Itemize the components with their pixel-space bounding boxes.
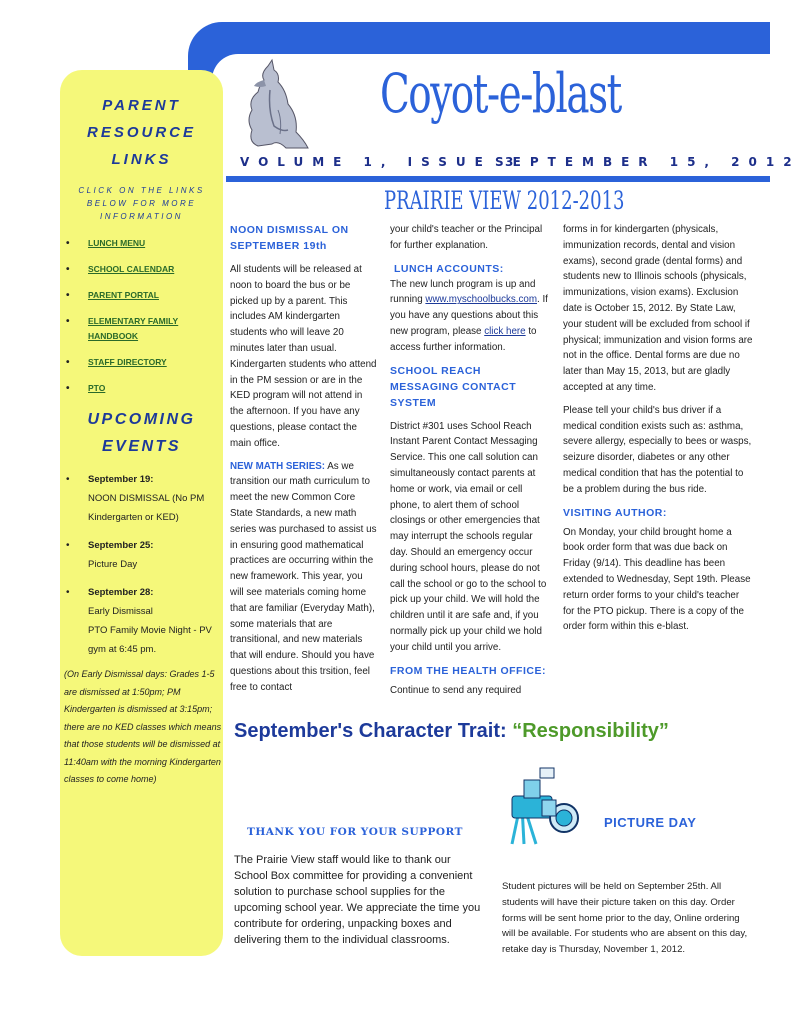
link-staff-directory[interactable]: • STAFF DIRECTORY	[66, 355, 222, 370]
section-title: PRAIRIE VIEW 2012-2013	[384, 186, 625, 215]
school-reach-body: District #301 uses School Reach Instant Parent Contact Messaging Service. This one call solution can simultaneously contact parents at home or work, via email or cell phone, to alert them of school closings or other emergencies that may interrupt the schools regular day. Should an emergency occur during school hours, please do not call the school or go to the school to pick up your child. We will hold the children until it are safe and, if you normally pick up your child we hold your child until you arrive.	[390, 420, 547, 653]
picture-day-body: Student pictures will be held on September 25th. All students will have their picture taken on this day. Order forms will be sent home prior to the day, Online ordering will be available. For students who are absent on this day, retake day is Thursday, November 1, 2012.	[502, 881, 748, 956]
thank-you-body: The Prairie View staff would like to thank our School Box committee for providing a convenient solution to purchase school supplies for the upcoming school year. We appreciate the time you contribute for ordering, unpacking boxes and delivering them to the individual classrooms.	[234, 854, 481, 946]
health-office-heading: FROM THE HEALTH OFFICE:	[390, 664, 546, 677]
link-lunch-menu[interactable]: • LUNCH MENU	[66, 236, 222, 251]
thank-you-heading: THANK YOU FOR YOUR SUPPORT	[247, 826, 463, 838]
visiting-author-heading: VISITING AUTHOR:	[563, 506, 667, 519]
header-divider	[226, 176, 770, 182]
health-office-body: Continue to send any required	[390, 684, 522, 696]
link-family-handbook[interactable]: • ELEMENTARY FAMILY HANDBOOK	[66, 314, 222, 344]
click-here-link[interactable]: click here	[484, 325, 526, 337]
upcoming-events-title: UPCOMING EVENTS	[87, 411, 196, 455]
picture-day-heading: PICTURE DAY	[604, 815, 697, 830]
math-series-paragraph: NEW MATH SERIES: As we transition our math curriculum to meet the new Common Core State Standards, a new math series was purchased to assist us in ensuring good mathematical practices are occurring within the new framework. This year, you will see materials coming home that are familiar (Everyday Math), some materials that are transitional, and new materials that will endure. Should you have questions about this trsition, feel free to contact	[230, 460, 377, 693]
event-item: • September 19: NOON DISMISSAL (No PM Kindergarten or KED)	[66, 470, 222, 527]
character-trait-heading: September's Character Trait: “Responsibility”	[234, 720, 669, 742]
event-item: • September 28: Early Dismissal PTO Family Movie Night - PV gym at 6:45 pm.	[66, 583, 222, 659]
resource-links-list	[66, 236, 222, 407]
coyote-logo-icon	[238, 60, 310, 150]
click-links-note: CLICK ON THE LINKS BELOW FOR MORE INFORMATION	[78, 186, 205, 221]
newsletter-masthead: Coyot-e-blast	[380, 62, 621, 125]
link-pto[interactable]: • PTO	[66, 381, 222, 396]
visiting-author-body: On Monday, your child brought home a book order form that was due back on Friday (9/14). This deadline has been extended to Wednesday, Sept 19th. Please return order forms to your child's teacher for the PTO pickup. There is a copy of the order form within this e-blast.	[563, 526, 751, 633]
school-reach-heading: SCHOOL REACH MESSAGING CONTACT SYSTEM	[390, 364, 517, 409]
principal-contact-text: your child's teacher or the Principal for further explanation.	[390, 224, 543, 251]
volume-issue: VOLUME 1, ISSUE 3	[240, 155, 523, 169]
event-item: • September 25: Picture Day	[66, 536, 222, 574]
lunch-accounts-heading: LUNCH ACCOUNTS:	[394, 262, 504, 275]
column-1	[230, 222, 378, 703]
noon-dismissal-heading: NOON DISMISSAL ON SEPTEMBER 19th	[230, 224, 349, 252]
issue-date: SEPTEMBER 15, 2012	[495, 155, 801, 169]
resource-links-title: PARENT RESOURCE LINKS	[86, 97, 196, 168]
bus-driver-body: Please tell your child's bus driver if a medical condition exists such as: asthma, severe allergy, especially to bees or wasps, seizure disorder, diabetes or any other medical condition that has the potential to be a problem during the bus ride.	[563, 404, 752, 495]
link-parent-portal[interactable]: • PARENT PORTAL	[66, 288, 222, 303]
lunch-accounts-body: The new lunch program is up and running www.myschoolbucks.com. If you have any questions about this new program, please click here to access further information.	[390, 278, 548, 353]
noon-dismissal-body: All students will be released at noon to board the bus or be picked up by a parent. This includes AM kindergarten students who will leave 20 minutes later than usual. Kindergarten students who attend in the PM session or are in the KED program will not attend in the afternoon. If you have any questions, please contact the main office.	[230, 264, 377, 449]
health-forms-body: forms in for kindergarten (physicals, immunization records, dental and vision exams), second grade (dental forms) and students new to Illinois schools (physicals, immunizations, vision exams). Exclusion date is October 15, 2012. By State Law, your student will be excluded from school if physical; immunization and vision forms are not in the office. Dental forms are due no later than May 15, 2013, but are gladly accepted at any time.	[563, 224, 753, 393]
link-school-calendar[interactable]: • SCHOOL CALENDAR	[66, 262, 222, 277]
column-3	[563, 222, 753, 642]
myschoolbucks-link[interactable]: www.myschoolbucks.com	[425, 294, 538, 306]
early-dismissal-note: (On Early Dismissal days: Grades 1-5 are dismissed at 1:50pm; PM Kindergarten is dismissed at 3:15pm; there are no KED classes which means that those students will be dismissed at 11:40am with the morning Kindergarten classes to come home)	[64, 669, 222, 784]
events-list	[66, 470, 222, 668]
camera-icon	[506, 766, 580, 846]
column-2	[390, 222, 552, 705]
